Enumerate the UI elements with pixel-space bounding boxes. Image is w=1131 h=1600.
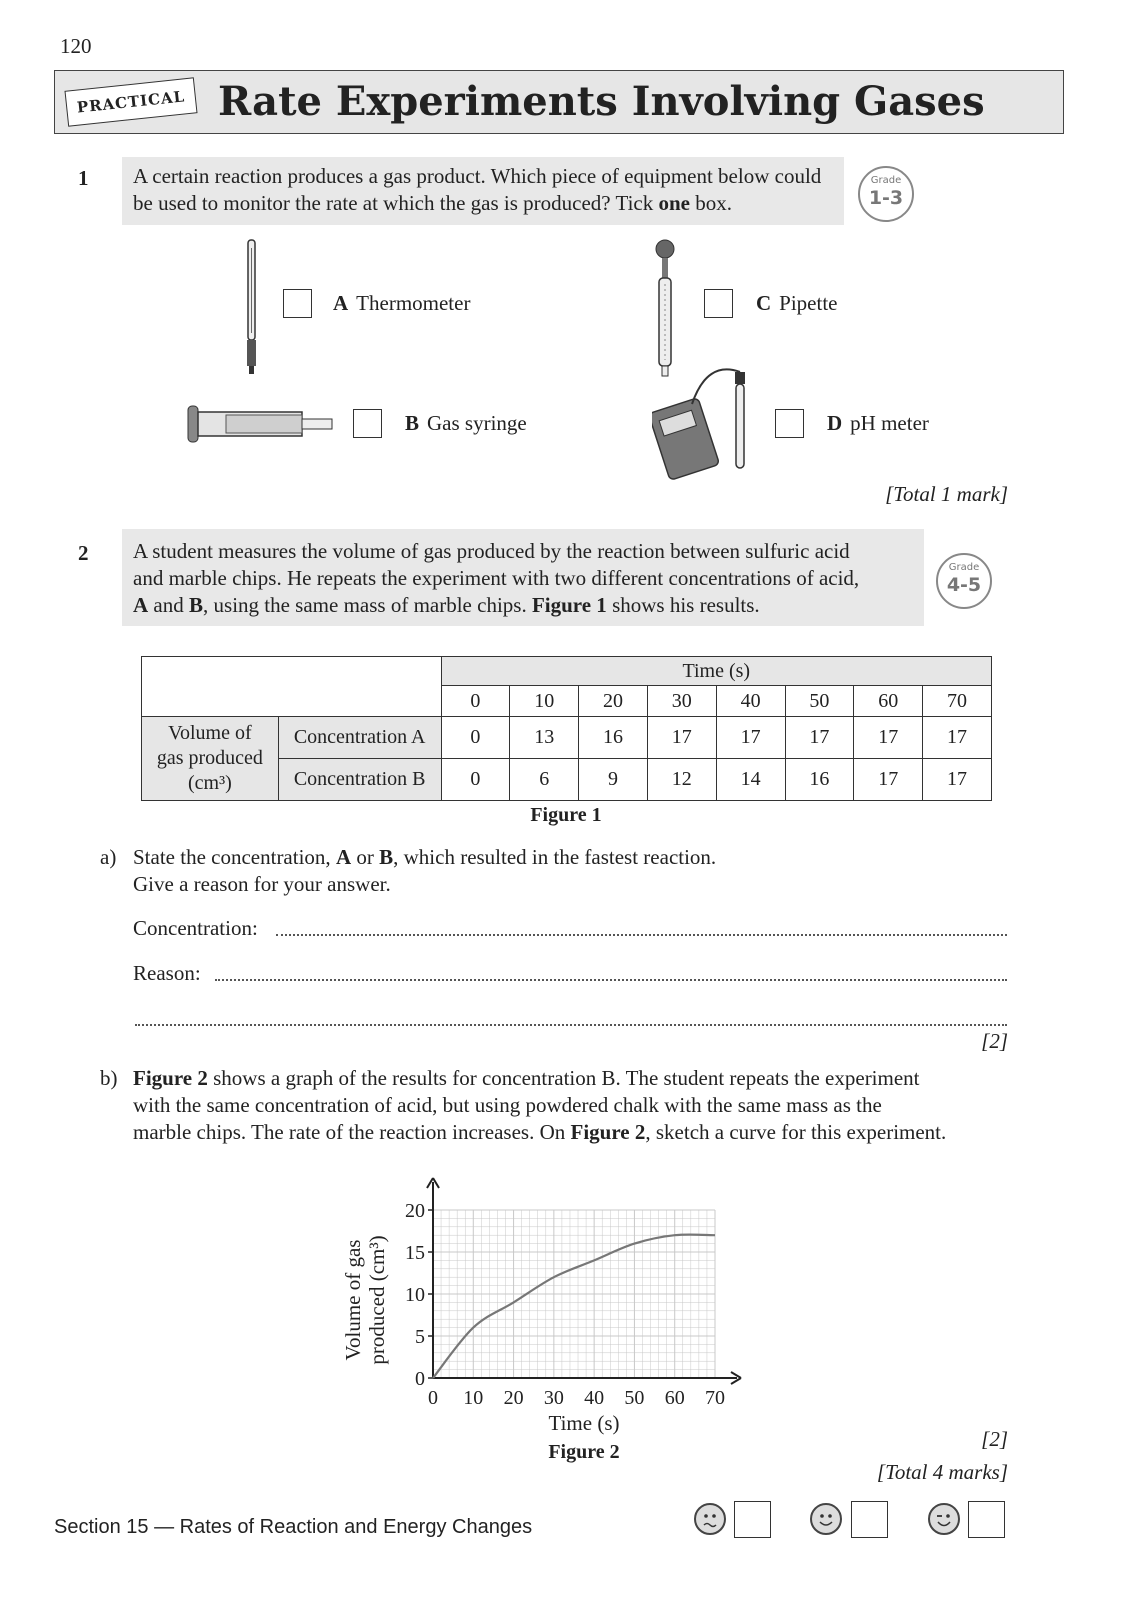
table-cell: 17 [785, 717, 854, 759]
table-cell: 17 [647, 717, 716, 759]
q2-number: 2 [78, 541, 89, 565]
time-cell: 70 [923, 686, 992, 717]
option-b-label: B Gas syringe [405, 411, 527, 435]
self-assess-box-3[interactable] [968, 1501, 1005, 1538]
time-cell: 30 [647, 686, 716, 717]
q2-text: A student measures the volume of gas produced by the reaction between sulfuric acid and marble chips. He repeats the experiment with two different concentrations of acid, A and B, using the same mass of marble chips. Figure 1 shows his results. [133, 539, 860, 617]
wink-face-icon [928, 1503, 960, 1535]
smile-face-icon [810, 1503, 842, 1535]
q1-number: 1 [78, 166, 89, 190]
self-assess-box-2[interactable] [851, 1501, 888, 1538]
table-cell: 16 [785, 759, 854, 801]
part-b-text: Figure 2 shows a graph of the results for concentration B. The student repeats the experiment with the same concentration of acid, but using powdered chalk with the same mass as the marble chips. The rate of the reaction increases. On Figure 2, sketch a curve for this experiment. [133, 1066, 947, 1144]
y-tick-label: 10 [405, 1284, 425, 1306]
gas-syringe-icon [186, 400, 336, 448]
q1-total-marks: [Total 1 mark] [885, 482, 1008, 506]
row-header-volume: Volume of gas produced (cm³) [142, 717, 279, 801]
table-cell: 17 [923, 759, 992, 801]
table-cell: 6 [510, 759, 579, 801]
page-number: 120 [60, 34, 92, 58]
x-tick-label: 60 [664, 1387, 685, 1409]
table-cell: 14 [716, 759, 785, 801]
reason-answer-line[interactable] [215, 979, 1007, 981]
time-cell: 60 [854, 686, 923, 717]
table-cell: 0 [441, 759, 510, 801]
pipette-icon [648, 236, 682, 380]
chart-labels [341, 1200, 725, 1463]
grade-badge-q1: Grade 1-3 [858, 166, 914, 222]
table-cell: 17 [923, 717, 992, 759]
tick-box-c[interactable] [704, 289, 733, 318]
concentration-label: Concentration: [133, 916, 258, 940]
part-a-text: State the concentration, A or B, which resulted in the fastest reaction. Give a reason for your answer. [133, 845, 717, 896]
time-cell: 50 [785, 686, 854, 717]
part-b-label: b) [100, 1066, 118, 1090]
figure-2-caption: Figure 2 [548, 1441, 620, 1463]
part-a-label: a) [100, 845, 117, 869]
time-header: Time (s) [441, 657, 991, 686]
y-axis-label-line-1: Volume of gas [341, 1239, 365, 1361]
option-c-label: C Pipette [756, 291, 838, 315]
chart-curve [433, 1235, 715, 1378]
reason-answer-line-2[interactable] [135, 1024, 1007, 1026]
table-cell: 17 [854, 717, 923, 759]
row-label-concentration-a: Concentration A [278, 717, 441, 759]
self-assess-box-1[interactable] [734, 1501, 771, 1538]
table-cell: 16 [579, 717, 648, 759]
x-tick-label: 20 [503, 1387, 524, 1409]
table-cell: 0 [441, 717, 510, 759]
table-cell: 17 [716, 717, 785, 759]
x-tick-label: 0 [428, 1387, 438, 1409]
y-tick-label: 15 [405, 1242, 425, 1264]
table-corner [142, 657, 442, 717]
grade-badge-q2: Grade 4-5 [936, 553, 992, 609]
table-cell: 9 [579, 759, 648, 801]
x-axis-label: Time (s) [548, 1411, 620, 1435]
time-cell: 10 [510, 686, 579, 717]
table-row [142, 717, 992, 759]
q1-text: A certain reaction produces a gas product. Which piece of equipment below could be used to monitor the rate at which the gas is produced? Tick one box. [133, 164, 822, 215]
option-a-label: A Thermometer [333, 291, 471, 315]
y-tick-label: 20 [405, 1200, 425, 1222]
practical-tag: PRACTICAL [64, 77, 197, 126]
y-axis-label-line-2: produced (cm³) [365, 1235, 389, 1365]
figure-1-caption: Figure 1 [530, 804, 602, 826]
time-cell: 0 [441, 686, 510, 717]
series-line-concentration-b [433, 1235, 715, 1378]
part-b-marks: [2] [981, 1427, 1008, 1451]
x-tick-label: 70 [705, 1387, 725, 1409]
chart-axes [427, 1178, 741, 1384]
table-cell: 17 [854, 759, 923, 801]
row-label-concentration-b: Concentration B [278, 759, 441, 801]
x-tick-label: 50 [624, 1387, 645, 1409]
x-tick-label: 30 [543, 1387, 564, 1409]
table-cell: 12 [647, 759, 716, 801]
page-title: Rate Experiments Involving Gases [218, 78, 985, 125]
option-d-label: D pH meter [827, 411, 929, 435]
tick-box-d[interactable] [775, 409, 804, 438]
x-tick-label: 10 [463, 1387, 484, 1409]
confused-face-icon [694, 1503, 726, 1535]
table-cell: 13 [510, 717, 579, 759]
time-cell: 40 [716, 686, 785, 717]
q2-total-marks: [Total 4 marks] [876, 1460, 1008, 1484]
results-table [141, 656, 992, 801]
ph-meter-icon [652, 362, 762, 482]
figure-2-chart [330, 1170, 760, 1470]
part-a-marks: [2] [981, 1029, 1008, 1053]
reason-label: Reason: [133, 961, 201, 985]
y-tick-label: 5 [415, 1326, 425, 1348]
tick-box-a[interactable] [283, 289, 312, 318]
section-footer: Section 15 — Rates of Reaction and Energy Changes [54, 1516, 533, 1538]
concentration-answer-line[interactable] [276, 934, 1007, 936]
thermometer-icon [238, 238, 268, 378]
tick-box-b[interactable] [353, 409, 382, 438]
y-tick-label: 0 [415, 1368, 425, 1390]
time-cell: 20 [579, 686, 648, 717]
x-tick-label: 40 [584, 1387, 605, 1409]
